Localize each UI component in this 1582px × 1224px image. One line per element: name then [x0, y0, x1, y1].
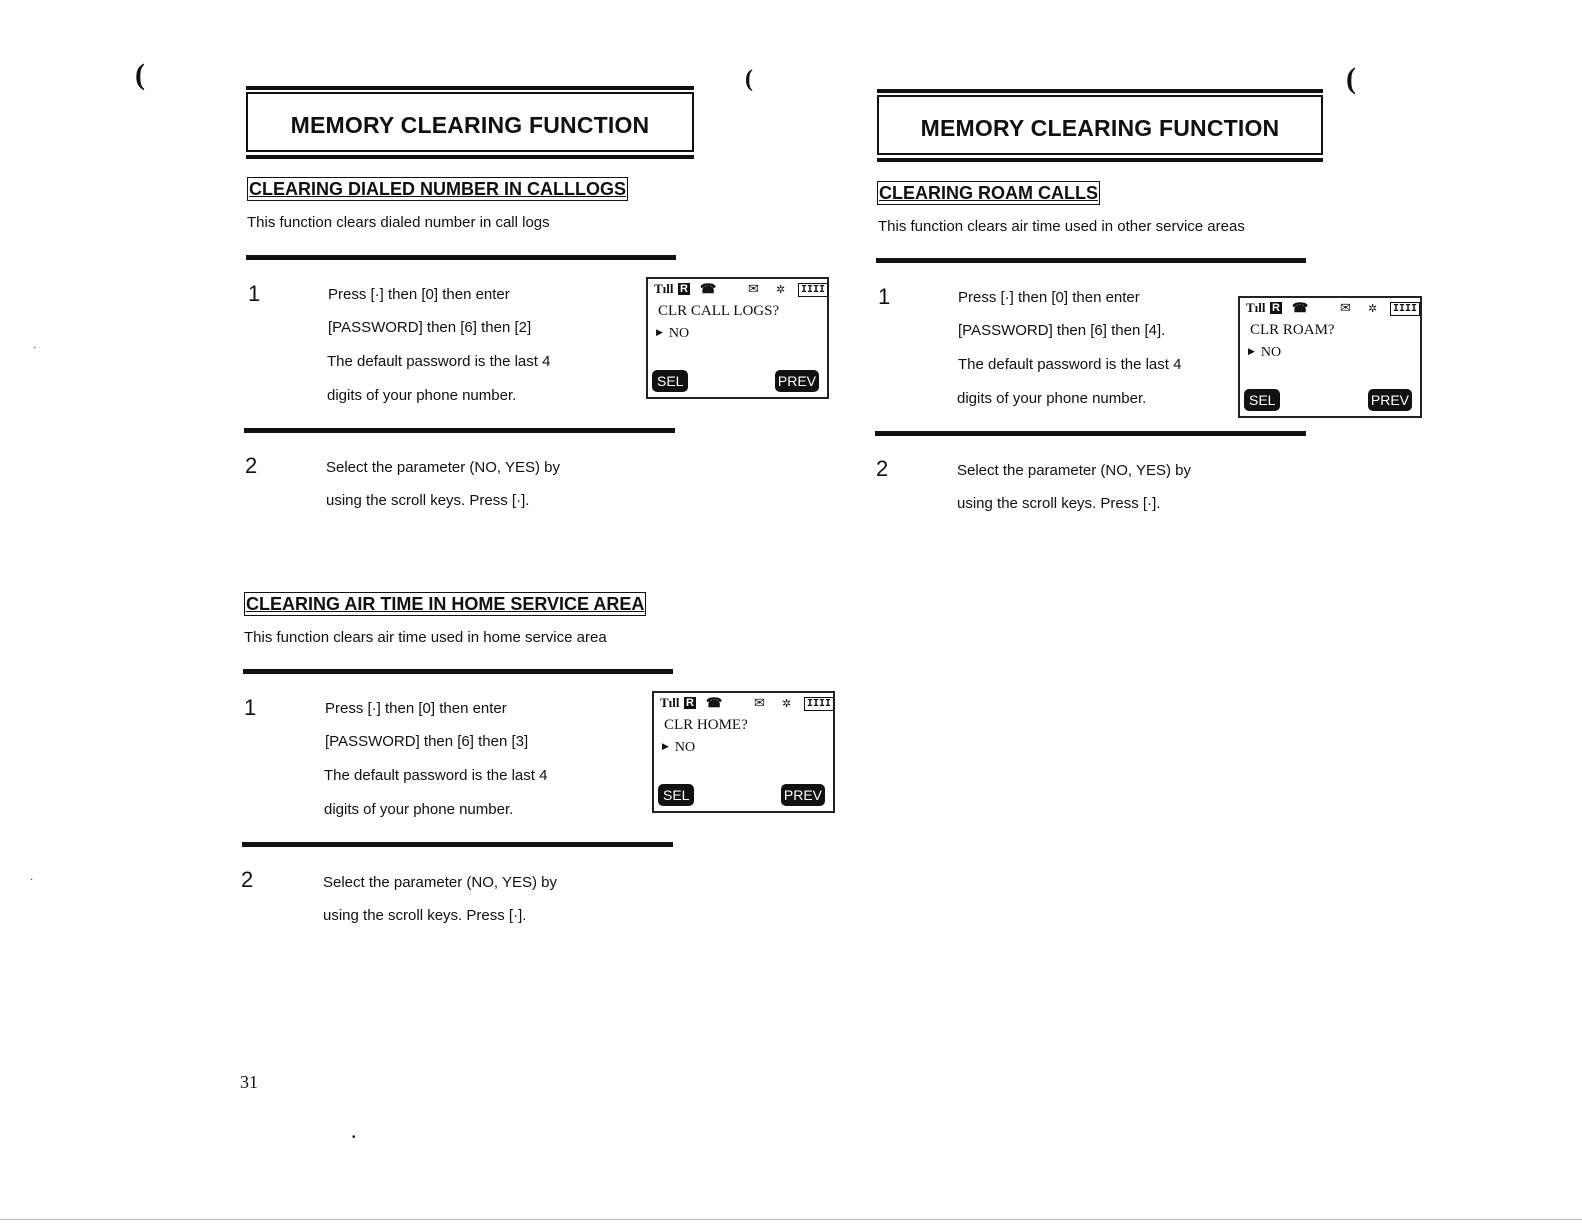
envelope-icon: ✉ [1340, 300, 1351, 315]
screen-message: CLR HOME? [664, 717, 748, 733]
section-title: CLEARING AIR TIME IN HOME SERVICE AREA [246, 594, 645, 614]
alarm-icon: ✲ [1368, 303, 1378, 315]
section-title: CLEARING ROAM CALLS [879, 183, 1098, 203]
prev-softkey[interactable]: PREV [775, 370, 819, 392]
phone-screen [646, 277, 829, 399]
step-line: Select the parameter (NO, YES) by [957, 462, 1191, 479]
divider [244, 428, 675, 433]
step-line: using the scroll keys. Press [·]. [323, 907, 527, 924]
battery-icon: IIII [1390, 302, 1420, 316]
screen-option: ▶ NO [662, 740, 696, 755]
phone-icon: ☎ [706, 695, 723, 710]
divider [243, 669, 673, 674]
margin-mark: ( [745, 66, 753, 92]
triangle-right-icon: ▶ [1248, 346, 1255, 356]
section-description: This function clears dialed number in call logs [247, 214, 550, 231]
envelope-icon: ✉ [754, 695, 765, 710]
step-line: Press [·] then [0] then enter [958, 289, 1140, 306]
screen-message: CLR ROAM? [1250, 322, 1335, 338]
signal-icon: Tıll [660, 695, 680, 710]
phone-screen [652, 691, 835, 813]
scan-dot: • [352, 1132, 356, 1143]
phone-icon: ☎ [700, 281, 717, 296]
step-line: digits of your phone number. [327, 387, 517, 404]
alarm-icon: ✲ [782, 698, 792, 710]
step-line: Select the parameter (NO, YES) by [323, 874, 557, 891]
battery-icon: IIII [804, 697, 834, 711]
step-number: 1 [248, 281, 261, 306]
roam-icon: R [680, 283, 688, 295]
triangle-right-icon: ▶ [656, 327, 663, 337]
step-line: digits of your phone number. [324, 801, 514, 818]
step-line: The default password is the last 4 [327, 353, 551, 370]
margin-mark: ( [135, 58, 145, 91]
roam-icon: R [1272, 302, 1280, 314]
step-line: The default password is the last 4 [324, 767, 548, 784]
step-line: Press [·] then [0] then enter [328, 286, 510, 303]
page-header [877, 95, 1323, 155]
scan-dot: · [30, 874, 34, 885]
divider [242, 842, 673, 847]
screen-option: ▶ NO [1248, 345, 1282, 360]
step-number: 1 [878, 284, 891, 309]
prev-softkey[interactable]: PREV [781, 784, 825, 806]
sel-softkey[interactable]: SEL [1244, 389, 1280, 411]
margin-mark: ( [1346, 62, 1356, 95]
step-line: Press [·] then [0] then enter [325, 700, 507, 717]
alarm-icon: ✲ [776, 284, 786, 296]
envelope-icon: ✉ [748, 281, 759, 296]
step-number: 1 [244, 695, 257, 720]
page-title: MEMORY CLEARING FUNCTION [920, 115, 1280, 141]
phone-screen [1238, 296, 1422, 418]
divider [246, 255, 676, 260]
step-line: using the scroll keys. Press [·]. [326, 492, 530, 509]
scan-edge [0, 1219, 1582, 1220]
step-line: Select the parameter (NO, YES) by [326, 459, 560, 476]
step-line: [PASSWORD] then [6] then [2] [328, 319, 532, 336]
page-header [246, 92, 694, 152]
battery-icon: IIII [798, 283, 828, 297]
phone-icon: ☎ [1292, 300, 1309, 315]
prev-softkey[interactable]: PREV [1368, 389, 1412, 411]
sel-softkey[interactable]: SEL [658, 784, 694, 806]
step-number: 2 [876, 456, 889, 481]
section-title: CLEARING DIALED NUMBER IN CALLLOGS [249, 179, 626, 199]
step-number: 2 [245, 453, 258, 478]
step-line: [PASSWORD] then [6] then [3] [325, 733, 529, 750]
section-description: This function clears air time used in home service area [244, 629, 607, 646]
page-number: 31 [240, 1072, 258, 1092]
section-description: This function clears air time used in other service areas [878, 218, 1245, 235]
screen-option: ▶ NO [656, 326, 690, 341]
sel-softkey[interactable]: SEL [652, 370, 688, 392]
divider [875, 431, 1306, 436]
triangle-right-icon: ▶ [662, 741, 669, 751]
step-line: The default password is the last 4 [958, 356, 1182, 373]
step-line: using the scroll keys. Press [·]. [957, 495, 1161, 512]
step-number: 2 [241, 867, 254, 892]
step-line: [PASSWORD] then [6] then [4]. [958, 322, 1166, 339]
signal-icon: Tıll [654, 281, 674, 296]
roam-icon: R [686, 697, 694, 709]
step-line: digits of your phone number. [957, 390, 1147, 407]
scan-dot: · [33, 342, 37, 353]
screen-message: CLR CALL LOGS? [658, 303, 780, 319]
page-title: MEMORY CLEARING FUNCTION [290, 112, 650, 138]
signal-icon: Tıll [1246, 300, 1266, 315]
divider [876, 258, 1306, 263]
